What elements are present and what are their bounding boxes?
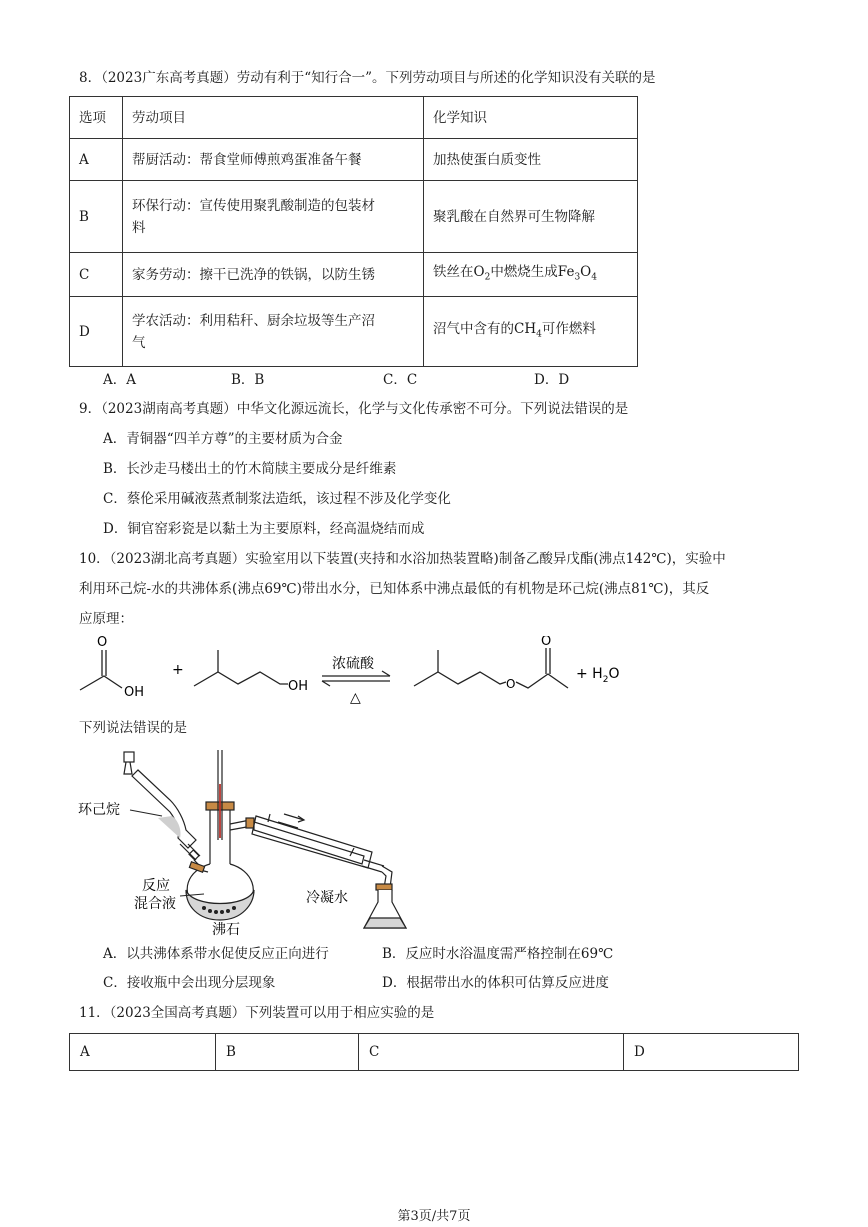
- table-row: [70, 1034, 799, 1071]
- chem-text: 沼气中含有的CH: [433, 320, 537, 337]
- reaction-scheme: [70, 636, 630, 712]
- table-cell: 聚乳酸在自然界可生物降解: [424, 181, 638, 253]
- q9-option-c[interactable]: C．蔡伦采用碱液蒸煮制浆法造纸，该过程不涉及化学变化: [103, 491, 451, 507]
- q10-stem-line-1: 10．（2023湖北高考真题）实验室用以下装置(夹持和水浴加热装置略)制备乙酸异戊酯(沸点142℃)，实验中: [79, 551, 726, 567]
- table-cell: [424, 253, 638, 297]
- q11-col-d: D: [624, 1034, 799, 1071]
- q9-option-a[interactable]: A．青铜器“四羊方尊”的主要材质为合金: [103, 431, 343, 447]
- q10-stem-line-2: 利用环己烷-水的共沸体系(沸点69℃)带出水分，已知体系中沸点最低的有机物是环己烷(沸点81℃)，其反: [79, 581, 710, 597]
- q8-stem: 8．（2023广东高考真题）劳动有利于“知行合一”。下列劳动项目与所述的化学知识没有关联的是: [79, 70, 656, 86]
- q10-option-a[interactable]: A．以共沸体系带水促使反应正向进行: [103, 946, 329, 962]
- table-cell-line: 环保行动：宣传使用聚乳酸制造的包装材: [132, 197, 375, 214]
- chem-subscript: 2: [484, 272, 491, 283]
- ester-o-label: O: [506, 677, 516, 691]
- q9-stem: 9．（2023湖南高考真题）中华文化源远流长，化学与文化传承密不可分。下列说法错误的是: [79, 401, 629, 417]
- chem-subscript: 4: [591, 272, 597, 283]
- table-header-cell: 劳动项目: [123, 97, 424, 139]
- table-cell: 帮厨活动：帮食堂师傅煎鸡蛋准备午餐: [123, 139, 424, 181]
- chem-text: O: [580, 263, 592, 280]
- thermometer: [218, 750, 222, 840]
- q11-col-b: B: [216, 1034, 359, 1071]
- condenser: [230, 814, 384, 872]
- q11-table: [69, 1033, 799, 1071]
- table-cell: [123, 297, 424, 367]
- q10-option-d[interactable]: D．根据带出水的体积可估算反应进度: [382, 975, 609, 991]
- table-header-cell: 选项: [70, 97, 123, 139]
- chem-text: 中燃烧生成Fe: [490, 263, 575, 280]
- acetic-acid-skeleton: [80, 676, 122, 690]
- chem-text: 铁丝在O: [433, 263, 485, 280]
- table-cell: B: [70, 181, 123, 253]
- q11-col-c: C: [359, 1034, 624, 1071]
- page-footer: 第3页/共7页: [397, 1209, 471, 1224]
- q8-table: [69, 96, 638, 367]
- table-cell: [424, 297, 638, 367]
- q11-stem: 11．（2023全国高考真题）下列装置可以用于相应实验的是: [79, 1005, 435, 1021]
- table-cell: D: [70, 297, 123, 367]
- acetic-oh-label: OH: [124, 685, 145, 700]
- isoamyl-alcohol-skeleton: [194, 672, 288, 686]
- table-row: [70, 97, 638, 139]
- table-cell: [123, 181, 424, 253]
- q8-option-c[interactable]: C．C: [383, 372, 418, 388]
- chem-subscript: 4: [536, 329, 542, 340]
- q8-option-b[interactable]: B．B: [231, 372, 265, 388]
- q10-option-b[interactable]: B．反应时水浴温度需严格控制在69℃: [382, 946, 614, 962]
- table-cell: 加热使蛋白质变性: [424, 139, 638, 181]
- alcohol-oh-label: OH: [288, 679, 309, 694]
- q9-option-d[interactable]: D．铜官窑彩瓷是以黏土为主要原料，经高温烧结而成: [103, 521, 425, 537]
- table-row: [70, 253, 638, 297]
- dropping-funnel: [124, 752, 202, 868]
- receiver-flask: [364, 866, 406, 928]
- acetic-o-label: O: [97, 636, 108, 650]
- table-header-cell: 化学知识: [424, 97, 638, 139]
- table-row: [70, 139, 638, 181]
- ester-carbonyl-o: O: [541, 636, 552, 649]
- q10-stem-line-3: 应原理：: [79, 611, 133, 627]
- chem-subscript: 3: [574, 272, 581, 283]
- label-boiling-stone: 沸石: [212, 922, 240, 938]
- q8-option-a[interactable]: A．A: [103, 372, 136, 388]
- table-cell-line: 料: [132, 219, 146, 236]
- plus-sign: +: [172, 662, 184, 678]
- q9-option-b[interactable]: B．长沙走马楼出土的竹木简牍主要成分是纤维素: [103, 461, 397, 477]
- q8-option-d[interactable]: D．D: [534, 372, 570, 388]
- table-cell: C: [70, 253, 123, 297]
- q10-option-c[interactable]: C．接收瓶中会出现分层现象: [103, 975, 276, 991]
- label-cyclohexane: 环己烷: [78, 802, 120, 818]
- label-cooling-water: 冷凝水: [306, 890, 348, 906]
- table-cell-line: 学农活动：利用秸秆、厨余垃圾等生产沼: [132, 312, 375, 329]
- catalyst-label: 浓硫酸: [332, 656, 374, 672]
- apparatus-diagram: [72, 744, 412, 938]
- ester-skeleton: [414, 672, 506, 686]
- water-h-label: + $H_2O$: [576, 666, 620, 685]
- table-cell-line: 气: [132, 334, 146, 351]
- label-mixture-1: 反应: [142, 878, 170, 894]
- q10-prompt: 下列说法错误的是: [79, 720, 187, 736]
- table-cell: 家务劳动：擦干已洗净的铁锅，以防生锈: [123, 253, 424, 297]
- table-row: [70, 297, 638, 367]
- heat-symbol: △: [350, 690, 361, 706]
- q11-col-a: A: [70, 1034, 216, 1071]
- chem-text: 可作燃料: [541, 320, 596, 337]
- table-row: [70, 181, 638, 253]
- table-cell: A: [70, 139, 123, 181]
- label-mixture-2: 混合液: [134, 896, 176, 912]
